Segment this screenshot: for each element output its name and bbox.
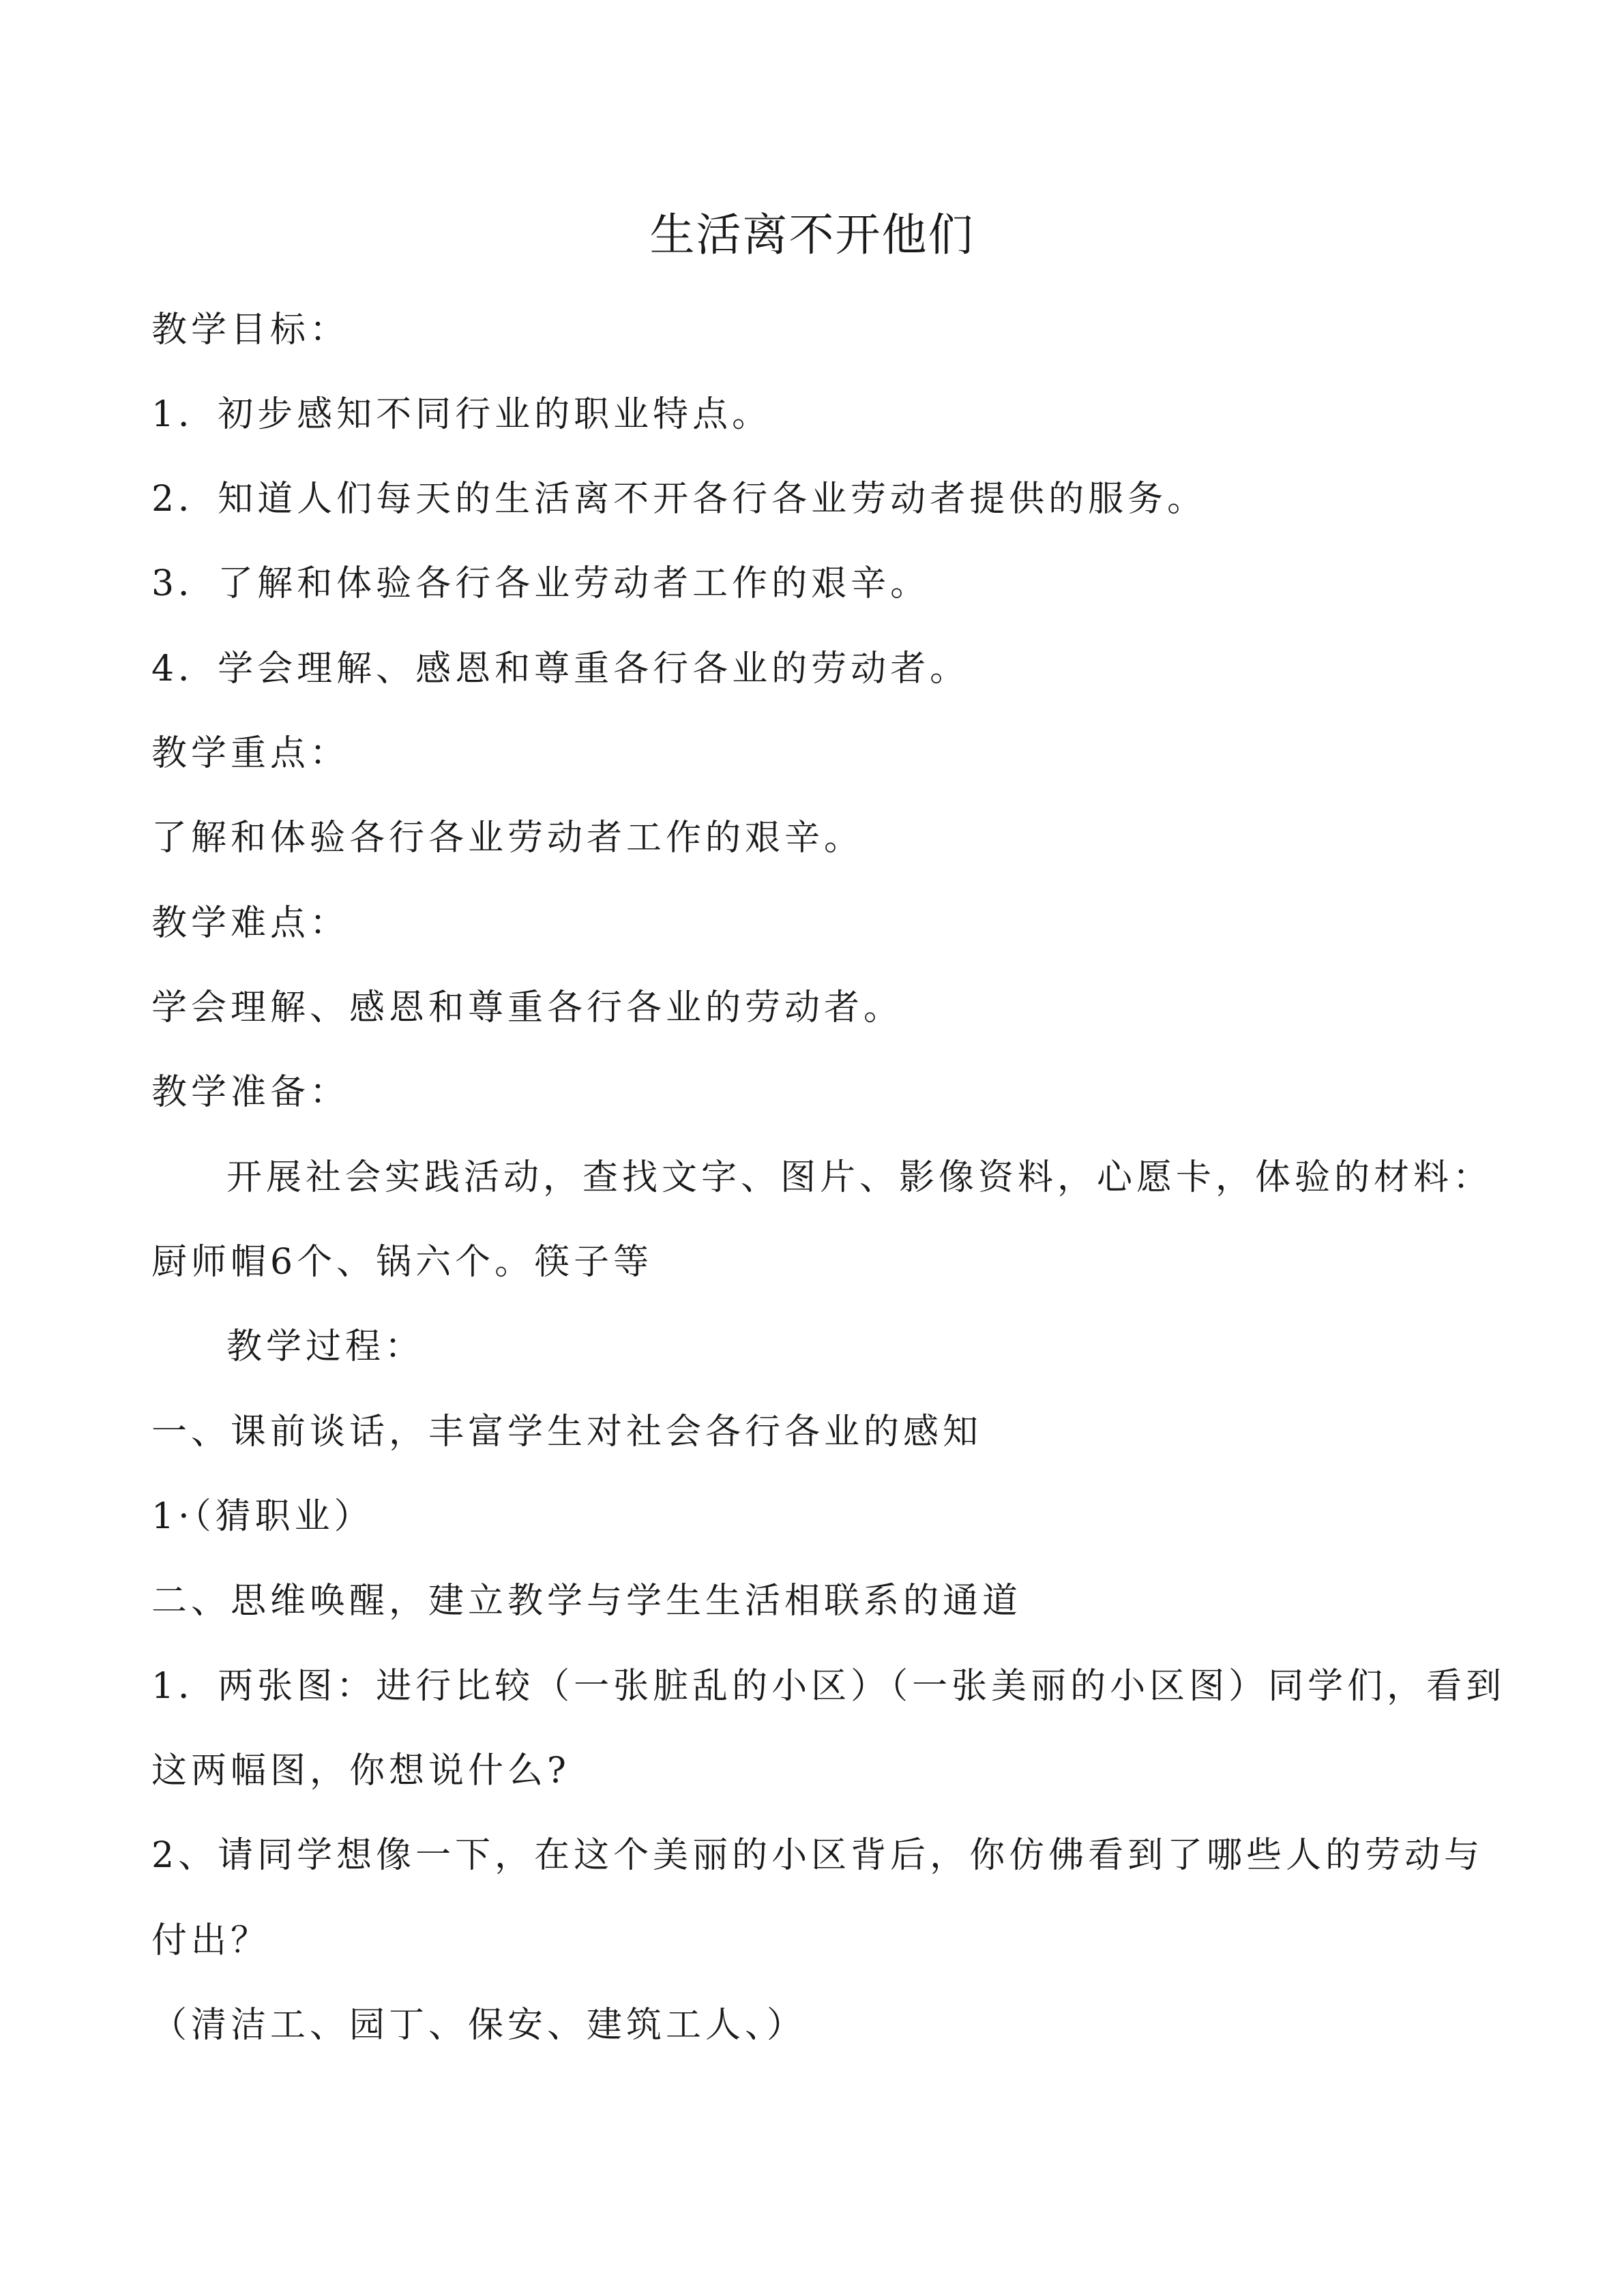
- key-points-text: 了解和体验各行各业劳动者工作的艰辛。: [151, 818, 864, 859]
- section-two-item-1-line-1: 1．两张图：进行比较（一张脏乱的小区）（一张美丽的小区图）同学们，看到: [151, 1666, 1506, 1707]
- heading-preparation: 教学准备：: [151, 1072, 350, 1113]
- section-one-heading: 一、课前谈话，丰富学生对社会各行各业的感知: [151, 1412, 983, 1452]
- section-two-item-2-line-2: 付出？: [151, 1920, 271, 1961]
- difficulties-text: 学会理解、感恩和尊重各行各业的劳动者。: [151, 987, 904, 1028]
- heading-objectives: 教学目标：: [151, 310, 350, 351]
- heading-key-points: 教学重点：: [151, 733, 350, 774]
- preparation-text-line-1: 开展社会实践活动，查找文字、图片、影像资料，心愿卡，体验的材料：: [226, 1157, 1493, 1198]
- heading-process: 教学过程：: [226, 1326, 425, 1367]
- objective-item-1: 1．初步感知不同行业的职业特点。: [151, 394, 772, 435]
- objective-item-2: 2．知道人们每天的生活离不开各行各业劳动者提供的服务。: [151, 479, 1207, 520]
- section-two-heading: 二、思维唤醒，建立教学与学生生活相联系的通道: [151, 1581, 1022, 1622]
- section-two-item-2-answer: （清洁工、园丁、保安、建筑工人、）: [151, 2005, 807, 2046]
- heading-difficulties: 教学难点：: [151, 903, 350, 944]
- objective-item-4: 4．学会理解、感恩和尊重各行各业的劳动者。: [151, 648, 970, 689]
- section-two-item-1-line-2: 这两幅图，你想说什么?: [151, 1750, 570, 1791]
- preparation-text-line-2: 厨师帽6个、锅六个。筷子等: [151, 1242, 653, 1283]
- document-title: 生活离不开他们: [649, 209, 975, 261]
- objective-item-3: 3．了解和体验各行各业劳动者工作的艰辛。: [151, 563, 930, 604]
- section-two-item-2-line-1: 2、请同学想像一下，在这个美丽的小区背后，你仿佛看到了哪些人的劳动与: [151, 1835, 1484, 1876]
- section-one-item-1: 1·（猜职业）: [151, 1496, 374, 1537]
